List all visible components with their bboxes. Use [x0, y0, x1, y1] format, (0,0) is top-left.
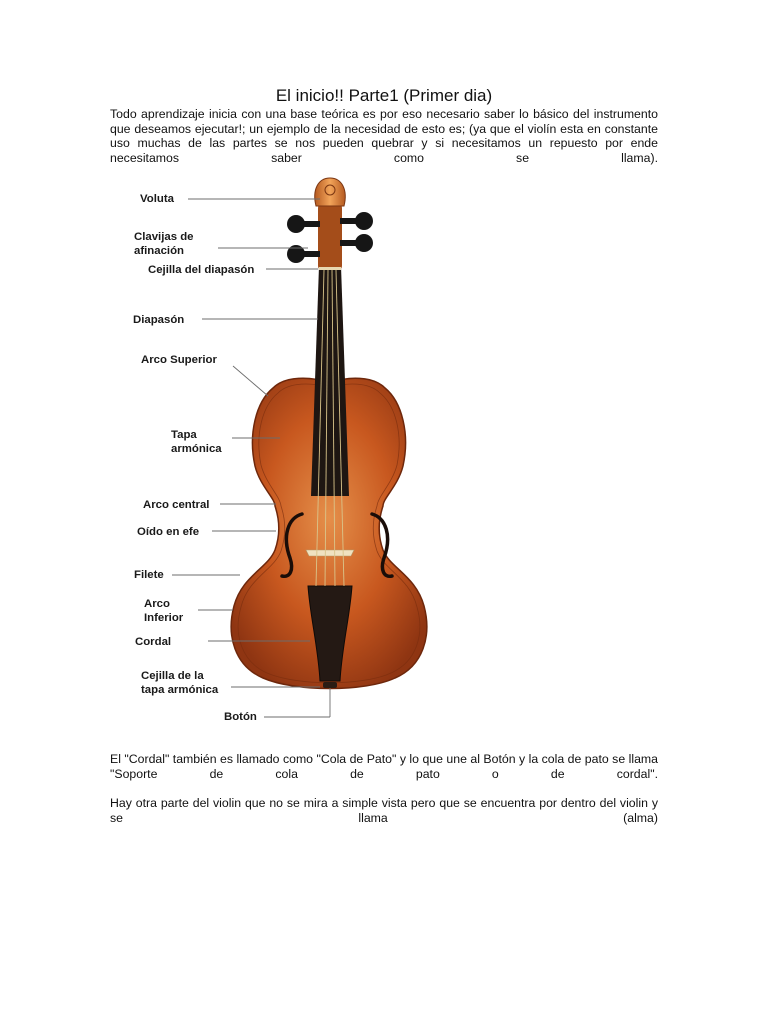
label-boton: Botón — [224, 711, 257, 723]
label-arco-inferior-1: Arco — [144, 598, 170, 610]
label-arco-inferior-2: Inferior — [144, 612, 184, 624]
scroll — [315, 178, 345, 206]
page-title: El inicio!! Parte1 (Primer dia) — [275, 86, 493, 105]
end-button — [323, 682, 337, 688]
label-clavijas-2: afinación — [134, 245, 185, 257]
intro-paragraph: Todo aprendizaje inicia con una base teórica es por eso necesario saber lo básico del instrumento que deseamos ejecutar!; un ejemplo de la necesidad de esto es; (ya que el violín esta en constante uso muchas de las partes se nos pueden quebrar y si necesitamos un repuesto por ende necesitamos saber como se llama). — [110, 107, 658, 165]
nut — [319, 267, 341, 270]
pegbox — [318, 204, 342, 270]
bridge — [306, 550, 354, 556]
label-arco-superior: Arco Superior — [141, 354, 217, 366]
label-cejilla-tapa-2: tapa armónica — [141, 684, 219, 696]
label-oido-en-efe: Oído en efe — [137, 526, 200, 538]
label-cordal: Cordal — [135, 636, 172, 648]
label-tapa-1: Tapa — [171, 429, 197, 441]
label-voluta: Voluta — [140, 193, 174, 205]
label-cejilla-tapa-1: Cejilla de la — [141, 670, 204, 682]
fingerboard — [311, 266, 349, 496]
label-tapa-2: armónica — [171, 443, 222, 455]
violin-diagram — [130, 176, 450, 726]
alma-paragraph: Hay otra parte del violin que no se mira a simple vista pero que se encuentra por dentro del violin y se llama (alma) — [110, 796, 658, 825]
label-filete: Filete — [134, 569, 164, 581]
label-arco-central: Arco central — [143, 499, 210, 511]
label-cejilla-diapason: Cejilla del diapasón — [148, 264, 255, 276]
label-clavijas-1: Clavijas de — [134, 231, 194, 243]
cordal-paragraph: El "Cordal" también es llamado como "Cola de Pato" y lo que une al Botón y la cola de pato se llama "Soporte de cola de pato o de cordal". — [110, 752, 658, 781]
label-diapason: Diapasón — [133, 314, 185, 326]
